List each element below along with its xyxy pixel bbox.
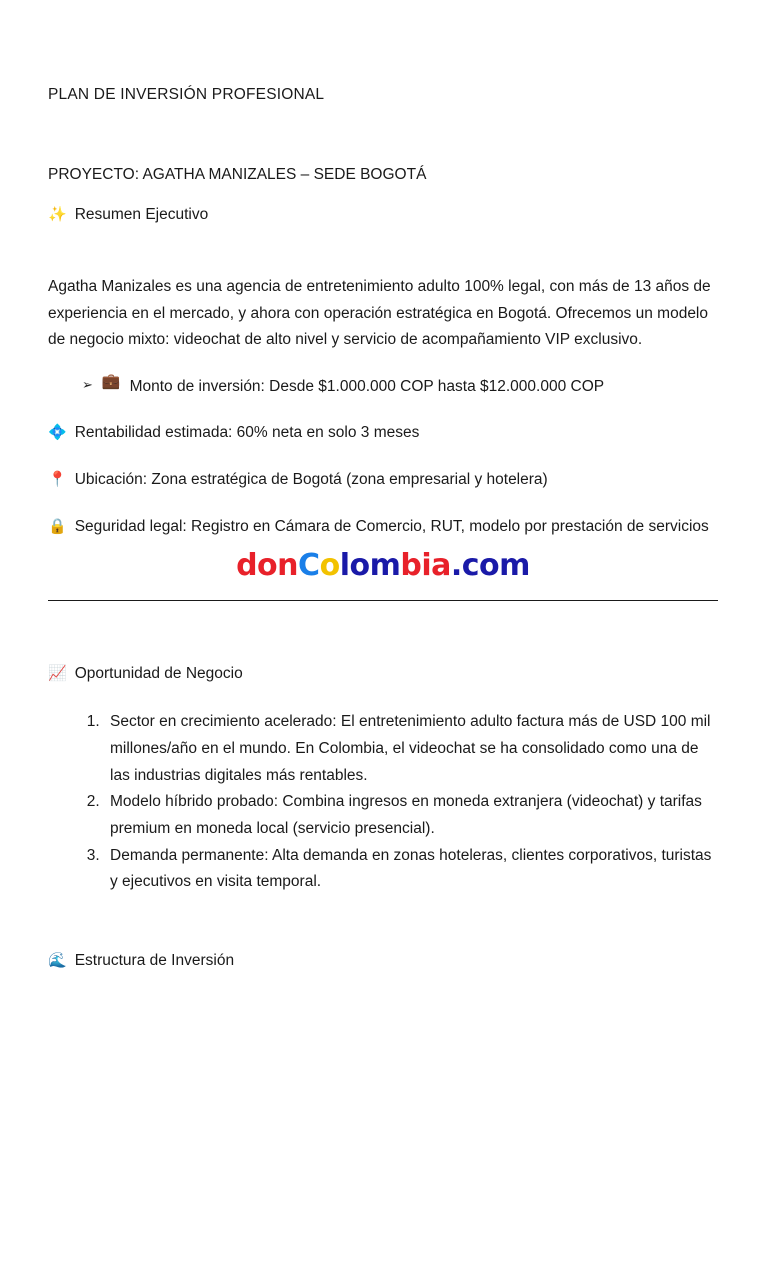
opportunity-list	[48, 709, 718, 896]
list-item: 3. Demanda permanente: Alta demanda en zonas hoteleras, clientes corporativos, turistas y ejecutivos en visita temporal.	[104, 843, 718, 896]
diamond-icon: 💠	[48, 423, 67, 442]
watermark-part: bia	[400, 548, 451, 584]
wave-icon: 🌊	[48, 950, 67, 969]
lock-icon: 🔒	[48, 516, 67, 535]
watermark-part: C	[298, 548, 320, 584]
watermark-part: .com	[450, 548, 530, 584]
section-heading-label: Oportunidad de Negocio	[74, 665, 243, 683]
fact-legal-text: Seguridad legal: Registro en Cámara de Comercio, RUT, modelo por prestación de servicios	[74, 517, 709, 535]
fact-location	[48, 467, 718, 494]
sparkle-icon: ✨	[48, 205, 67, 223]
chart-increasing-icon: 📈	[48, 664, 67, 683]
pin-icon: 📍	[48, 469, 67, 488]
watermark-part: don	[236, 548, 299, 584]
arrow-bullet-icon: ➢	[82, 377, 93, 393]
section-heading-estructura	[48, 952, 718, 970]
fact-profitability	[48, 420, 718, 447]
list-item: 2. Modelo híbrido probado: Combina ingresos en moneda extranjera (videochat) y tarifas premium en moneda local (servicio presencial).	[104, 789, 718, 842]
section-heading-resumen	[48, 206, 718, 224]
watermark-part: o	[319, 548, 340, 584]
briefcase-icon: 💼	[101, 371, 121, 390]
fact-profitability-text: Rentabilidad estimada: 60% neta en solo 3 meses	[74, 424, 420, 442]
section-heading-label: Estructura de Inversión	[74, 951, 235, 969]
watermark-part: lom	[339, 548, 401, 584]
divider	[48, 600, 718, 601]
fact-location-text: Ubicación: Zona estratégica de Bogotá (zona empresarial y hotelera)	[74, 470, 548, 488]
section-heading-oportunidad	[48, 665, 718, 683]
watermark-area	[48, 548, 718, 606]
section-heading-label: Resumen Ejecutivo	[74, 206, 209, 223]
investment-bullet-text: Monto de inversión: Desde $1.000.000 COP hasta $12.000.000 COP	[129, 377, 605, 395]
document-page	[0, 86, 766, 970]
fact-legal	[48, 514, 718, 541]
project-line: PROYECTO: AGATHA MANIZALES – SEDE BOGOTÁ	[48, 166, 427, 183]
watermark-logo	[236, 548, 530, 583]
summary-paragraph: Agatha Manizales es una agencia de entretenimiento adulto 100% legal, con más de 13 años de experiencia en el mercado, y ahora con operación estratégica en Bogotá. Ofrecemos un modelo de negocio mixto: videochat de alto nivel y servicio de acompañamiento VIP exclusivo.	[48, 278, 711, 349]
list-item: 1. Sector en crecimiento acelerado: El entretenimiento adulto factura más de USD 100 mil millones/año en el mundo. En Colombia, el videochat se ha consolidado como una de las industrias digitales más rentables.	[104, 709, 718, 789]
page-title: PLAN DE INVERSIÓN PROFESIONAL	[48, 86, 325, 103]
investment-bullet	[48, 371, 718, 400]
